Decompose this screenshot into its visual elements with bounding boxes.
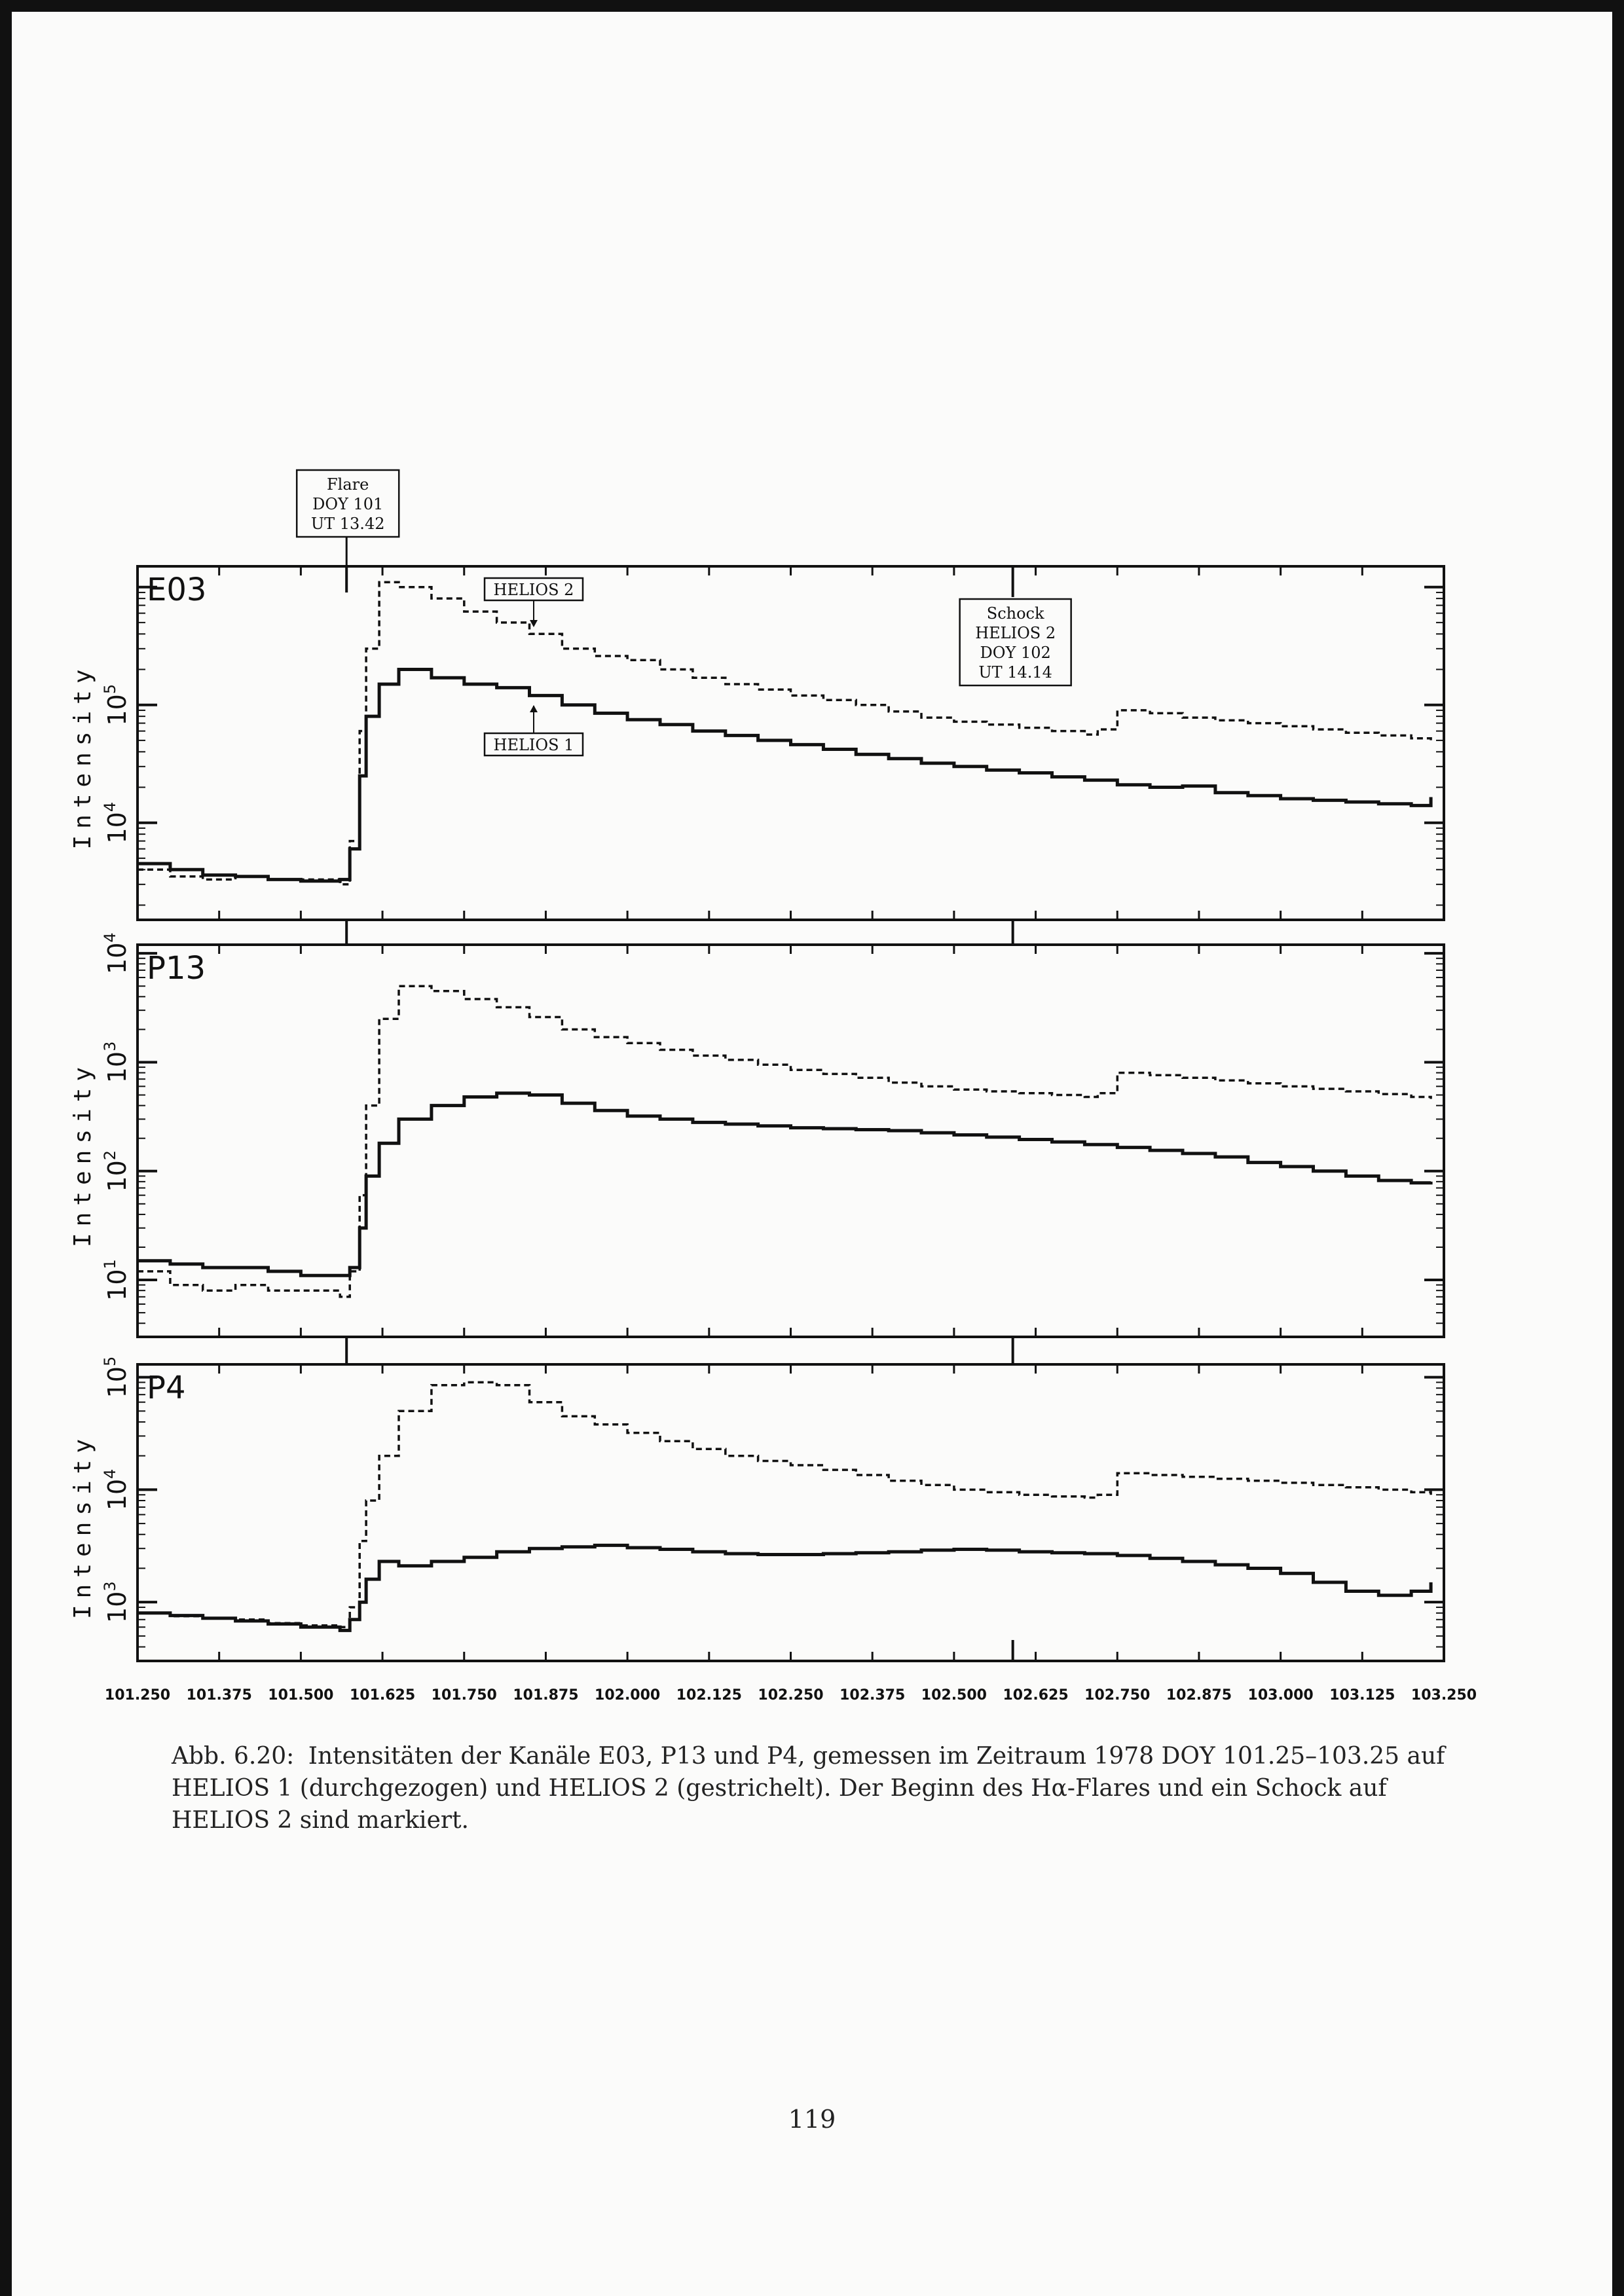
figure-caption: [172, 1740, 1449, 1836]
helios1-tag-text: HELIOS 1: [493, 736, 574, 754]
series-line-helios-1: [138, 1093, 1431, 1276]
caption-label: Abb. 6.20:: [172, 1743, 295, 1770]
x-tick-label: 101.250: [104, 1687, 171, 1704]
x-tick-label: 103.250: [1411, 1687, 1477, 1704]
x-tick-label: 102.625: [1003, 1687, 1069, 1704]
series-line-helios-1: [138, 1545, 1431, 1630]
shock-annotation-line: HELIOS 2: [975, 624, 1056, 642]
y-tick-label: [101, 1581, 132, 1623]
x-tick-label: 102.000: [595, 1687, 661, 1704]
x-tick-label: 102.500: [921, 1687, 987, 1704]
y-tick-exponent: 2: [101, 1150, 119, 1161]
y-tick-base: 10: [103, 1478, 132, 1511]
panel-frame-P4: [138, 1364, 1444, 1661]
panel-frame-P13: [138, 945, 1444, 1337]
x-tick-label: 102.250: [758, 1687, 824, 1704]
y-tick-base: 10: [103, 812, 132, 844]
helios1-arrowhead: [530, 705, 538, 712]
shock-annotation-line: DOY 102: [980, 644, 1051, 662]
y-tick-exponent: 4: [101, 1468, 119, 1479]
panel-label-E03: E03: [147, 572, 207, 608]
x-tick-label: 101.875: [513, 1687, 579, 1704]
series-line-helios-1: [138, 670, 1431, 881]
y-tick-label: [101, 802, 132, 844]
helios2-tag-text: HELIOS 2: [493, 581, 574, 599]
y-tick-label: [101, 1150, 132, 1192]
y-tick-label: [101, 1357, 132, 1398]
panel-label-P13: P13: [147, 950, 206, 987]
y-tick-label: [101, 932, 132, 974]
y-tick-label: [101, 1469, 132, 1511]
y-tick-exponent: 4: [101, 932, 119, 943]
x-tick-label: 101.750: [431, 1687, 497, 1704]
shock-annotation-line: Schock: [986, 604, 1044, 623]
x-tick-label: 101.375: [186, 1687, 252, 1704]
y-tick-base: 10: [103, 694, 132, 726]
flare-annotation-line: UT 13.42: [310, 515, 385, 533]
series-line-helios-2: [138, 582, 1431, 884]
x-tick-label: 101.625: [349, 1687, 416, 1704]
y-tick-exponent: 5: [101, 683, 119, 695]
x-tick-label: 101.500: [268, 1687, 334, 1704]
y-tick-exponent: 3: [101, 1041, 119, 1051]
x-tick-label: 102.750: [1084, 1687, 1151, 1704]
y-tick-exponent: 4: [101, 801, 119, 812]
series-line-helios-2: [138, 1382, 1431, 1627]
y-tick-base: 10: [103, 1269, 132, 1301]
y-tick-label: [101, 1042, 132, 1084]
y-axis-label: Intensity: [69, 663, 96, 850]
y-tick-exponent: 5: [101, 1356, 119, 1367]
y-tick-exponent: 1: [101, 1259, 119, 1269]
y-axis-label: Intensity: [69, 1432, 96, 1620]
y-axis-label: Intensity: [69, 1060, 96, 1248]
helios2-arrowhead: [530, 620, 538, 627]
x-tick-label: 102.125: [676, 1687, 742, 1704]
x-tick-label: 102.875: [1166, 1687, 1232, 1704]
y-tick-label: [101, 684, 132, 726]
y-tick-base: 10: [103, 1051, 132, 1084]
y-tick-base: 10: [103, 942, 132, 974]
panel-label-P4: P4: [147, 1370, 186, 1406]
series-line-helios-2: [138, 986, 1431, 1297]
x-tick-label: 102.375: [840, 1687, 906, 1704]
y-tick-label: [101, 1259, 132, 1301]
y-tick-base: 10: [103, 1591, 132, 1623]
y-tick-exponent: 3: [101, 1581, 119, 1592]
x-tick-label: 103.125: [1329, 1687, 1395, 1704]
page-number: 119: [788, 2105, 836, 2134]
shock-annotation-line: UT 14.14: [978, 663, 1052, 682]
caption-text: Intensitäten der Kanäle E03, P13 und P4, gemessen im Zeitraum 1978 DOY 101.25–103.25 auf HELIOS 1 (durchgezogen) und HELIOS 2 (gestrichelt). Der Beginn des Hα-Flares und ein Schock auf HELIOS 2 sind markiert.: [172, 1743, 1445, 1834]
flare-annotation-line: Flare: [327, 475, 369, 494]
y-tick-base: 10: [103, 1160, 132, 1192]
x-tick-label: 103.000: [1247, 1687, 1314, 1704]
flare-annotation-line: DOY 101: [312, 495, 384, 513]
y-tick-base: 10: [103, 1366, 132, 1398]
